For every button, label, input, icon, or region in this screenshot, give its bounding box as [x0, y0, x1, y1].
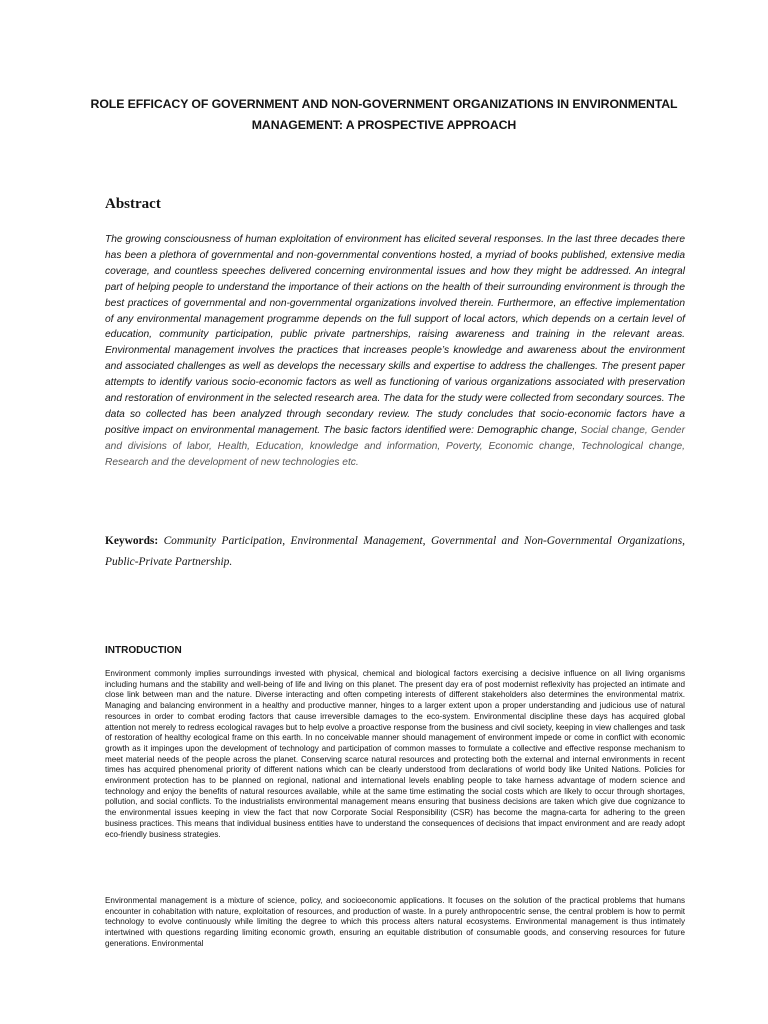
- keywords: [105, 531, 685, 573]
- keywords-text: Community Participation, Environmental Management, Governmental and Non-Governmental Organizations, Public-Private Partnership.: [105, 535, 685, 568]
- abstract-body: [105, 232, 685, 471]
- introduction-heading: INTRODUCTION: [105, 645, 182, 656]
- introduction-paragraph-2: Environmental management is a mixture of science, policy, and socioeconomic applications. It focuses on the solution of the practical problems that humans encounter in cohabitation with nature, exploitation of resources, and production of waste. In a purely anthropocentric sense, the central problem is how to permit technology to evolve continuously while limiting the degree to which this process alters natural ecosystems. Environmental management is thus intimately intertwined with questions regarding limiting economic growth, ensuring an equitable distribution of consumable goods, and conserving resources for future generations. Environmental: [105, 896, 685, 948]
- keywords-label: Keywords:: [105, 535, 159, 547]
- introduction-paragraph-1: Environment commonly implies surroundings invested with physical, chemical and biological factors exercising a decisive influence on all living organisms including humans and the stability and well-being of life and living on this planet. The present day era of post modernist reflexivity has projected an intimate and close link between man and the nature. Diverse interacting and often competing interests of different stakeholders also determines the environmental matrix. Managing and balancing environment in a healthy and productive manner, hinges to a larger extent upon a proper understanding and judicious use of natural resources in order to combat eroding factors that cause irreversible damages to the eco-system. Environmental discipline these days has acquired global attention not merely to redress ecological ravages but to help evolve a proactive response from the business and civil society, keeping in view challenges and task of restoration of healthy ecological frame on this earth. In no conceivable manner should management of environment impede or come in conflict with economic growth as it impinges upon the development of technology and participation of common masses to formulate a collective and effective response mechanism to meet material needs of the people across the planet. Conserving scarce natural resources and protecting both the external and internal environments in recent times has acquired phenomenal priority of different nations which can be clearly understood from declarations of world body like United Nations. Policies for environment protection has to be planned on regional, national and international levels enabling people to take harness advantage of modern science and technology and enjoy the benefits of natural resources available, while at the same time estimating the social costs which are likely to occur through shortages, pollution, and social conflicts. To the industrialists environmental management means ensuring that business decisions are taken which give due cognizance to the environmental issues keeping in view the fact that now Corporate Social Responsibility (CSR) has become the magna-carta for adhering to the green business practices. This means that individual business entities have to understand the consequences of decisions that impact environment and are ready adopt eco-friendly business strategies.: [105, 669, 685, 839]
- paper-title: ROLE EFFICACY OF GOVERNMENT AND NON-GOVERNMENT ORGANIZATIONS IN ENVIRONMENTAL MANAGEMENT: A PROSPECTIVE APPROACH: [90, 97, 678, 132]
- abstract-text: The growing consciousness of human exploitation of environment has elicited several responses. In the last three decades there has been a plethora of governmental and non-governmental conventions hosted, a myriad of books published, extensive media coverage, and countless speeches delivered concerning environmental issues and how they might be addressed. An integral part of helping people to understand the importance of their actions on the health of their surrounding environment is through the best practices of governmental and non-governmental organizations involved therein. Furthermore, an effective implementation of any environmental management programme depends on the full support of local actors, which depends on a certain level of education, community participation, public private partnerships, raising awareness and training in the relevant areas. Environmental management involves the practices that increases people’s knowledge and awareness about the environment and associated challenges as well as develops the necessary skills and expertise to address the challenges. The present paper attempts to identify various socio-economic factors as well as functioning of various organizations associated with preservation and restoration of environment in the selected research area. The data for the study were collected from secondary sources. The data so collected has been analyzed through secondary review. The study concludes that socio-economic factors have a positive impact on environmental management. The basic factors identified were: Demographic change,: [105, 234, 685, 436]
- abstract-factors: Social change, Gender and divisions of labor, Health, Education, knowledge and information, Poverty, Economic change, Technological change, Research and the development of new technologies etc.: [105, 424, 685, 468]
- abstract-heading: Abstract: [105, 196, 161, 212]
